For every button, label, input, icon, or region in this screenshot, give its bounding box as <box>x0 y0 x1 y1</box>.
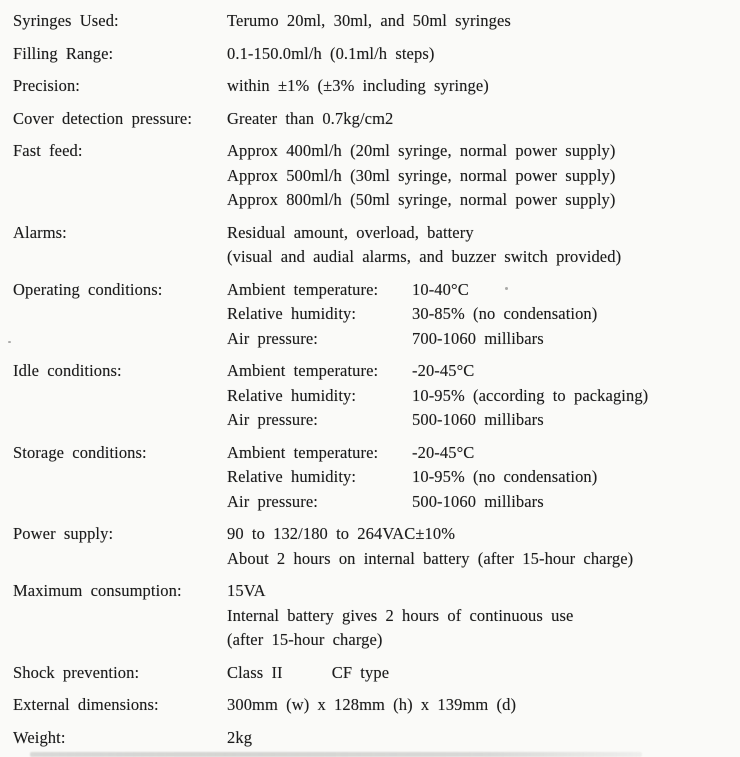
condition-name: Air pressure: <box>227 328 318 348</box>
spec-row-external-dimensions <box>13 693 736 718</box>
spec-row-operating-conditions <box>13 278 736 352</box>
spec-label: Precision: <box>13 76 80 95</box>
spec-value: Approx 400ml/h (20ml syringe, normal power supply) <box>227 141 616 160</box>
condition-name: Air pressure: <box>227 491 318 511</box>
spec-value: 300mm (w) x 128mm (h) x 139mm (d) <box>227 695 517 714</box>
spec-value: Residual amount, overload, battery <box>227 222 474 242</box>
condition-name: Air pressure: <box>227 410 318 429</box>
spec-label: Syringes Used: <box>13 11 119 30</box>
condition-name: Relative humidity: <box>227 304 357 323</box>
condition-value: -20-45°C <box>412 442 475 462</box>
condition-value: 700-1060 millibars <box>412 328 544 348</box>
spec-label: Maximum consumption: <box>13 581 182 600</box>
spec-label: External dimensions: <box>13 695 159 714</box>
spec-value: 90 to 132/180 to 264VAC±10% <box>227 524 456 543</box>
specification-sheet <box>13 9 736 750</box>
condition-line <box>227 302 736 327</box>
spec-value: Internal battery gives 2 hours of continuous use <box>227 605 574 625</box>
spec-value: 15VA <box>227 581 266 600</box>
spec-value: within ±1% (±3% including syringe) <box>227 76 489 95</box>
spec-value: Approx 500ml/h (30ml syringe, normal power supply) <box>227 165 616 185</box>
spec-row-idle-conditions <box>13 359 736 433</box>
spec-row-syringes-used <box>13 9 736 34</box>
condition-value: 30-85% (no condensation) <box>412 304 598 323</box>
spec-label: Operating conditions: <box>13 279 163 299</box>
spec-label: Weight: <box>13 727 66 747</box>
spec-row-power-supply <box>13 522 736 571</box>
spec-row-cover-detection-pressure <box>13 107 736 132</box>
condition-line <box>227 408 736 433</box>
spec-value: 0.1-150.0ml/h (0.1ml/h steps) <box>227 43 435 63</box>
spec-row-storage-conditions <box>13 441 736 515</box>
condition-name: Ambient temperature: <box>227 279 379 299</box>
spec-value: (after 15-hour charge) <box>227 630 383 649</box>
spec-value: About 2 hours on internal battery (after 15-hour charge) <box>227 548 634 568</box>
spec-label: Idle conditions: <box>13 361 122 380</box>
condition-line <box>227 384 736 409</box>
condition-line <box>227 278 736 303</box>
condition-value: -20-45°C <box>412 361 475 380</box>
condition-value: 500-1060 millibars <box>412 410 544 429</box>
condition-value: 500-1060 millibars <box>412 491 544 511</box>
condition-line <box>227 490 736 515</box>
scan-edge-artifact <box>30 752 642 757</box>
condition-name: Relative humidity: <box>227 385 357 405</box>
spec-label: Cover detection pressure: <box>13 108 193 128</box>
spec-row-weight <box>13 726 736 751</box>
condition-line <box>227 441 736 466</box>
spec-row-precision <box>13 74 736 99</box>
spec-label: Alarms: <box>13 222 67 242</box>
spec-label: Fast feed: <box>13 141 83 160</box>
spec-label: Power supply: <box>13 524 114 543</box>
condition-name: Relative humidity: <box>227 467 357 486</box>
condition-value: 10-40°C <box>412 279 469 299</box>
spec-label: Shock prevention: <box>13 662 140 682</box>
condition-line <box>227 465 736 490</box>
scan-speck <box>8 341 11 343</box>
spec-row-shock-prevention <box>13 661 736 686</box>
condition-name: Ambient temperature: <box>227 361 379 380</box>
spec-value: Terumo 20ml, 30ml, and 50ml syringes <box>227 11 511 30</box>
spec-label: Storage conditions: <box>13 442 147 462</box>
scan-speck <box>505 287 508 290</box>
condition-value: 10-95% (no condensation) <box>412 467 598 486</box>
spec-value: Greater than 0.7kg/cm2 <box>227 108 394 128</box>
spec-row-filling-range <box>13 42 736 67</box>
condition-line <box>227 327 736 352</box>
condition-line <box>227 359 736 384</box>
spec-row-fast-feed <box>13 139 736 213</box>
spec-value: Class II CF type <box>227 662 390 682</box>
condition-name: Ambient temperature: <box>227 442 379 462</box>
spec-value: Approx 800ml/h (50ml syringe, normal power supply) <box>227 190 616 209</box>
spec-value: 2kg <box>227 727 253 747</box>
spec-value: (visual and audial alarms, and buzzer switch provided) <box>227 247 622 266</box>
condition-value: 10-95% (according to packaging) <box>412 385 649 405</box>
spec-row-alarms <box>13 221 736 270</box>
spec-row-maximum-consumption <box>13 579 736 653</box>
spec-label: Filling Range: <box>13 43 114 63</box>
